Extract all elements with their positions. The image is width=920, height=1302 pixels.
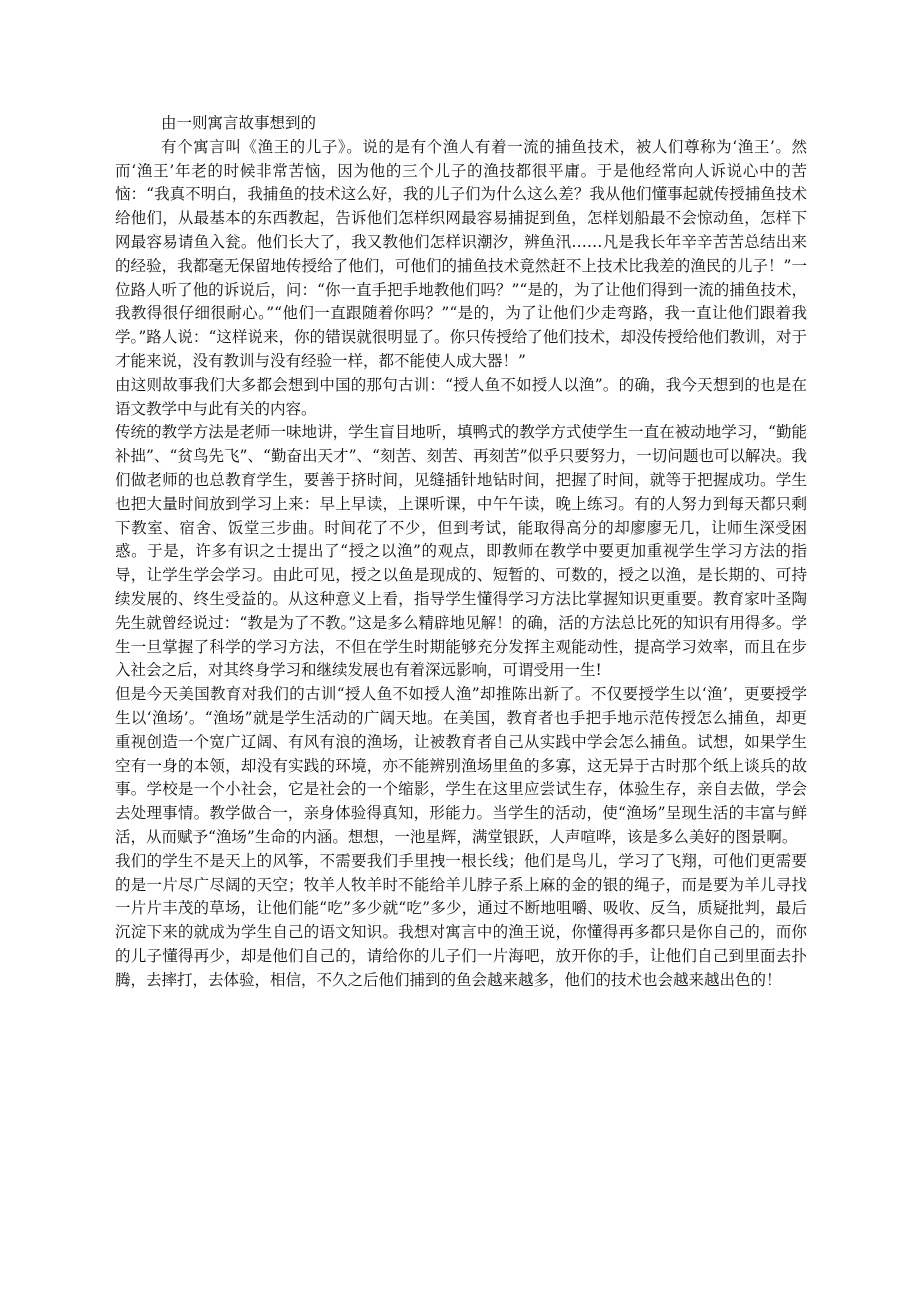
- paragraph-ancient-saying: 由这则故事我们大多都会想到中国的那句古训：“授人鱼不如授人以渔”。的确，我今天想到的也是在语文教学中与此有关的内容。: [115, 375, 807, 418]
- document-title: 由一则寓言故事想到的: [161, 114, 317, 132]
- paragraph-fable: 有个寓言叫《渔王的儿子》。说的是有个渔人有着一流的捕鱼技术，被人们尊称为‘渔王’。然而‘渔王’年老的时候非常苦恼，因为他的三个儿子的渔技都很平庸。于是他经常向人诉说心中的苦恼：“我真不明白，我捕鱼的技术这么好，我的儿子们为什么这么差？我从他们懂事起就传授捕鱼技术给他们，从最基本的东西教起，告诉他们怎样织网最容易捕捉到鱼，怎样划船最不会惊动鱼，怎样下网最容易请鱼入瓮。他们长大了，我又教他们怎样识潮汐，辨鱼汛……凡是我长年辛辛苦苦总结出来的经验，我都毫无保留地传授给了他们，可他们的捕鱼技术竟然赶不上技术比我差的渔民的儿子！”一位路人听了他的诉说后，问：“你一直手把手地教他们吗？”“是的，为了让他们得到一流的捕鱼技术，我教得很仔细很耐心。”“他们一直跟随着你吗？”“是的，为了让他们少走弯路，我一直让他们跟着我学。”路人说：“这样说来，你的错误就很明显了。你只传授给了他们技术，却没传授给他们教训，对于才能来说，没有教训与没有经验一样，都不能使人成大器！”: [115, 137, 807, 370]
- paragraph-conclusion: 我们的学生不是天上的风筝，不需要我们手里拽一根长线；他们是鸟儿，学习了飞翔，可他们更需要的是一片尽广尽阔的天空；牧羊人牧羊时不能给羊儿脖子系上麻的金的银的绳子，而是要为羊儿寻找一片片丰茂的草场，让他们能“吃”多少就“吃”多少，通过不断地咀嚼、吸收、反刍，质疑批判，最后沉淀下来的就成为学生自己的语文知识。我想对寓言中的渔王说，你懂得再多都只是你自己的，而你的儿子懂得再少，却是他们自己的，请给你的儿子们一片海吧，放开你的手，让他们自己到里面去扑腾，去摔打，去体验，相信，不久之后他们捕到的鱼会越来越多，他们的技术也会越来越出色的！: [115, 851, 807, 989]
- paragraph-american-education: 但是今天美国教育对我们的古训“授人鱼不如授人渔”却推陈出新了。不仅要授学生以‘渔’，更要授学生以‘渔场’。“渔场”就是学生活动的广阔天地。在美国，教育者也手把手地示范传授怎么捕鱼，却更重视创造一个宽广辽阔、有风有浪的渔场，让被教育者自己从实践中学会怎么捕鱼。试想，如果学生空有一身的本领，却没有实践的环境，亦不能辨别渔场里鱼的多寡，这无异于古时那个纸上谈兵的故事。学校是一个小社会，它是社会的一个缩影，学生在这里应尝试生存，体验生存，亲自去做，学会去处理事情。教学做合一，亲身体验得真知，形能力。当学生的活动，使“渔场”呈现生活的丰富与鲜活，从而赋予“渔场”生命的内涵。想想，一池星辉，满堂银跃，人声喧哗，该是多么美好的图景啊。: [115, 685, 807, 846]
- document-body: [115, 112, 807, 992]
- paragraph-traditional-teaching: 传统的教学方法是老师一味地讲，学生盲目地听，填鸭式的教学方式使学生一直在被动地学习，“勤能补拙”、“贫鸟先飞”、“勤奋出天才”、“刻苦、刻苦、再刻苦”似乎只要努力，一切问题也可以解决。我们做老师的也总教育学生，要善于挤时间，见缝插针地钻时间，把握了时间，就等于把握成功。学生也把大量时间放到学习上来：早上早读，上课听课，中午午读，晚上练习。有的人努力到每天都只剩下教室、宿舍、饭堂三步曲。时间花了不少，但到考试，能取得高分的却廖廖无几，让师生深受困惑。于是，许多有识之士提出了“授之以渔”的观点，即教师在教学中要更加重视学生学习方法的指导，让学生学会学习。由此可见，授之以鱼是现成的、短暂的、可数的，授之以渔，是长期的、可持续发展的、终生受益的。从这种意义上看，指导学生懂得学习方法比掌握知识更重要。教育家叶圣陶先生就曾经说过：“教是为了不教。”这是多么精辟地见解！的确，活的方法总比死的知识有用得多。学生一旦掌握了科学的学习方法，不但在学生时期能够充分发挥主观能动性，提高学习效率，而且在步入社会之后，对其终身学习和继续发展也有着深远影响，可谓受用一生!: [115, 423, 807, 680]
